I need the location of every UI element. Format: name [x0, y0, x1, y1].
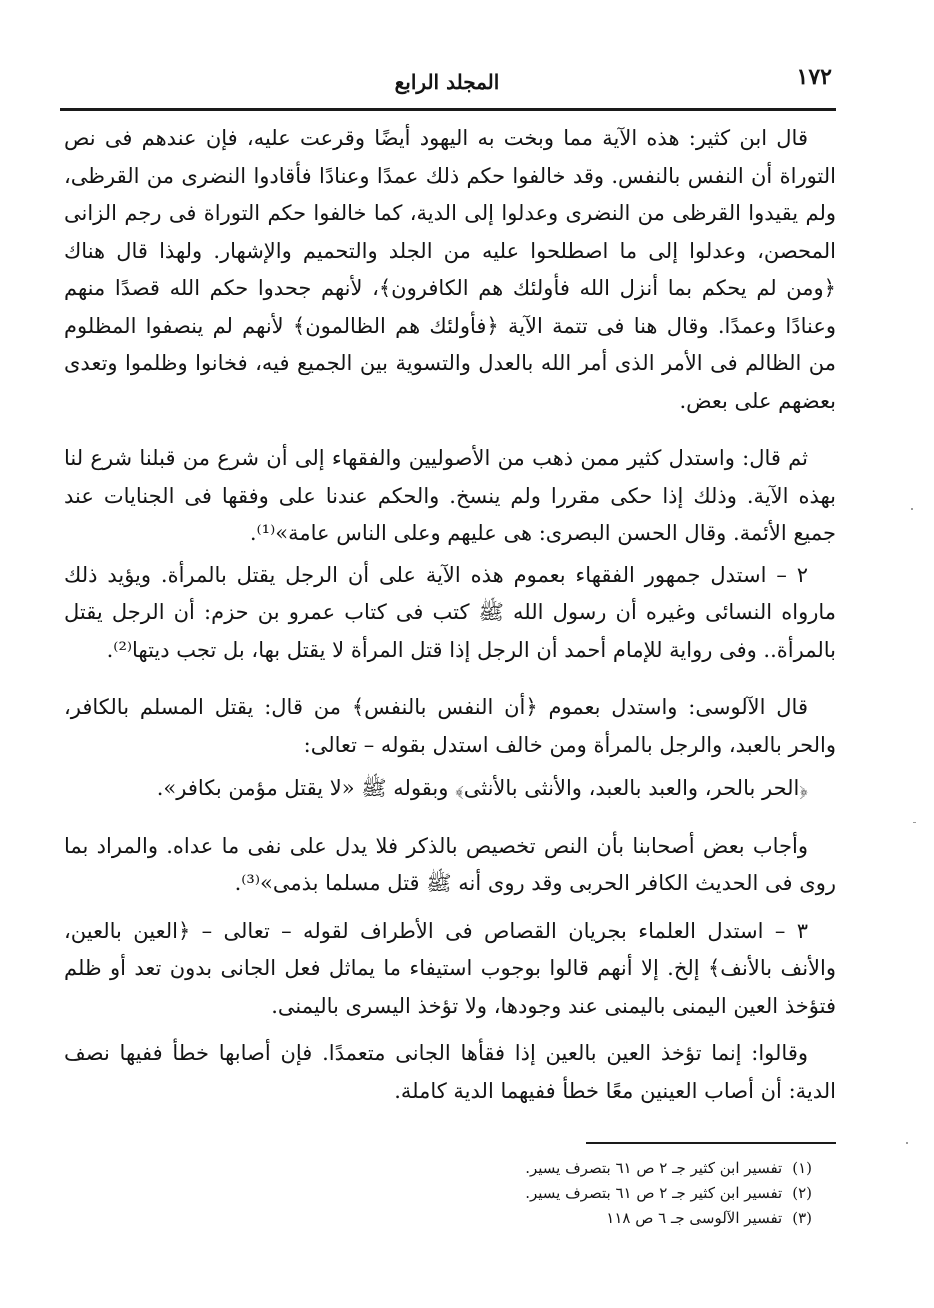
paragraph-eye-diyah: وقالوا: إنما تؤخذ العين بالعين إذا فقأها الجانى متعمدًا. فإن أصابها خطأ ففيها نصف الدية: أن أصاب العينين معًا خطأ ففيهما الدية كاملة.	[64, 1041, 836, 1103]
footnote-text: تفسير الآلوسى جـ ٦ ص ١١٨	[606, 1209, 783, 1227]
scan-speck	[906, 1142, 908, 1144]
footnote-number: (٣)	[792, 1209, 812, 1227]
quoted-verse-line: ﴿الحر بالحر، والعبد بالعبد، والأنثى بالأنثى﴾ وبقوله ﷺ «لا يقتل مؤمن بكافر».	[156, 776, 808, 800]
paragraph-alusi: قال الآلوسى: واستدل بعموم ﴿أن النفس بالنفس﴾ من قال: يقتل المسلم بالكافر، والحر بالعبد، والرجل بالمرأة ومن خالف استدل بقوله – تعالى:	[64, 695, 836, 757]
page-body	[64, 120, 836, 1110]
paragraph-point-2: ٢ – استدل جمهور الفقهاء بعموم هذه الآية على أن الرجل يقتل بالمرأة. ويؤيد ذلك مارواه النسائى وغيره أن رسول الله ﷺ كتب فى كتاب عمرو بن حزم: أن الرجل يقتل بالمرأة.. وفى رواية للإمام أحمد أن الرجل إذا قتل المرأة لا يقتل بها، بل تجب ديتها⁽²⁾.	[64, 562, 836, 662]
footnote-number: (١)	[792, 1159, 812, 1177]
scan-speck	[913, 822, 916, 823]
footnotes	[212, 1156, 812, 1231]
footnote-item	[212, 1156, 812, 1181]
paragraph-point-3: ٣ – استدل العلماء بجريان القصاص فى الأطراف لقوله – تعالى – ﴿العين بالعين، والأنف بالأنف﴾ إلخ. إلا أنهم قالوا بوجوب استيفاء ما يماثل فعل الجانى بدون تعد أو ظلم فتؤخذ العين اليمنى باليمنى عند وجودها، ولا تؤخذ اليسرى باليمنى.	[64, 918, 836, 1018]
paragraph-shar-man-qablana: ثم قال: واستدل كثير ممن ذهب من الأصوليين والفقهاء إلى أن شرع من قبلنا شرع لنا بهذه الآية. وذلك إذا حكى مقررا ولم ينسخ. والحكم عندنا على وفقها فى الجنايات عند جميع الأئمة. وقال الحسن البصرى: هى عليهم وعلى الناس عامة»⁽¹⁾.	[64, 446, 836, 545]
footnote-item	[212, 1206, 812, 1231]
volume-title: المجلد الرابع	[394, 70, 500, 94]
footnote-number: (٢)	[792, 1184, 812, 1202]
page-number: ١٧٢	[796, 64, 832, 90]
scan-speck	[911, 508, 913, 510]
footnote-text: تفسير ابن كثير جـ ٢ ص ٦١ بتصرف يسير.	[525, 1184, 783, 1202]
footnote-item	[212, 1181, 812, 1206]
paragraph-ibn-kathir: قال ابن كثير: هذه الآية مما وبخت به اليهود أيضًا وقرعت عليه، فإن عندهم فى نص التوراة أن النفس بالنفس. وقد خالفوا حكم ذلك عمدًا وعنادًا فأقادوا النضرى من القرظى، ولم يقيدوا القرظى من النضرى وعدلوا إلى الدية، كما خالفوا حكم التوراة فى رجم الزانى المحصن، وعدلوا إلى ما اصطلحوا عليه من الجلد والتحميم والإشهار. ولهذا قال هناك ﴿ومن لم يحكم بما أنزل الله فأولئك هم الكافرون﴾، لأنهم جحدوا حكم الله قصدًا منهم وعنادًا وعمدًا. وقال هنا فى تتمة الآية ﴿فأولئك هم الظالمون﴾ لأنهم لم ينصفوا المظلوم من الظالم فى الأمر الذى أمر الله بالعدل والتسوية بين الجميع فيه، فخانوا وظلموا وتعدى بعضهم على بعض.	[64, 126, 836, 413]
header-rule	[60, 108, 836, 111]
paragraph-reply: وأجاب بعض أصحابنا بأن النص تخصيص بالذكر فلا يدل على نفى ما عداه. والمراد بما روى فى الحديث الكافر الحربى وقد روى أنه ﷺ قتل مسلما بذمى»⁽³⁾.	[64, 833, 836, 895]
page-header	[62, 62, 832, 102]
footnote-text: تفسير ابن كثير جـ ٢ ص ٦١ بتصرف يسير.	[525, 1159, 783, 1177]
footnote-rule	[586, 1142, 836, 1144]
